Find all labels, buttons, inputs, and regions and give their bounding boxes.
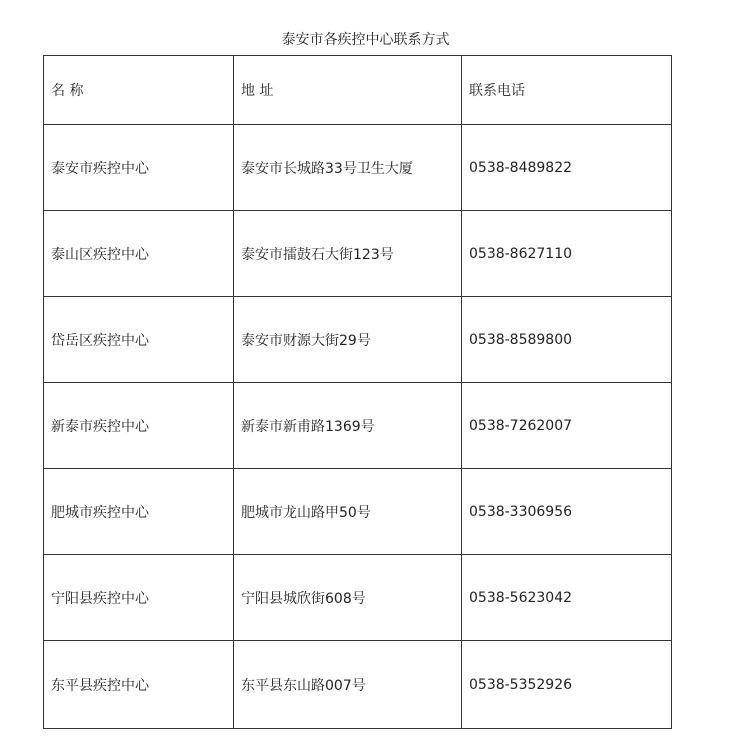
- cell-phone: 0538-8489822: [462, 125, 672, 211]
- cell-name: 新泰市疾控中心: [44, 383, 234, 469]
- cell-address: 肥城市龙山路甲50号: [234, 469, 462, 555]
- header-address: 地 址: [234, 56, 462, 125]
- cell-name: 泰山区疾控中心: [44, 211, 234, 297]
- table-header-row: [44, 56, 672, 125]
- page-title: 泰安市各疾控中心联系方式: [281, 32, 450, 48]
- table-row: [44, 297, 672, 383]
- table-row: [44, 211, 672, 297]
- cell-phone: 0538-7262007: [462, 383, 672, 469]
- cell-phone: 0538-8627110: [462, 211, 672, 297]
- cell-name: 泰安市疾控中心: [44, 125, 234, 211]
- cell-phone: 0538-3306956: [462, 469, 672, 555]
- contacts-table: [43, 55, 672, 729]
- header-name: 名 称: [44, 56, 234, 125]
- cell-phone: 0538-8589800: [462, 297, 672, 383]
- cell-address: 东平县东山路007号: [234, 641, 462, 729]
- cell-address: 泰安市长城路33号卫生大厦: [234, 125, 462, 211]
- cell-address: 泰安市财源大街29号: [234, 297, 462, 383]
- cell-address: 泰安市擂鼓石大街123号: [234, 211, 462, 297]
- table-row: [44, 383, 672, 469]
- cell-name: 宁阳县疾控中心: [44, 555, 234, 641]
- table-row: [44, 555, 672, 641]
- cell-address: 新泰市新甫路1369号: [234, 383, 462, 469]
- cell-phone: 0538-5623042: [462, 555, 672, 641]
- cell-name: 肥城市疾控中心: [44, 469, 234, 555]
- cell-name: 东平县疾控中心: [44, 641, 234, 729]
- table-row: [44, 125, 672, 211]
- cell-phone: 0538-5352926: [462, 641, 672, 729]
- header-phone: 联系电话: [462, 56, 672, 125]
- table-row: [44, 469, 672, 555]
- cell-address: 宁阳县城欣街608号: [234, 555, 462, 641]
- table-row: [44, 641, 672, 729]
- cell-name: 岱岳区疾控中心: [44, 297, 234, 383]
